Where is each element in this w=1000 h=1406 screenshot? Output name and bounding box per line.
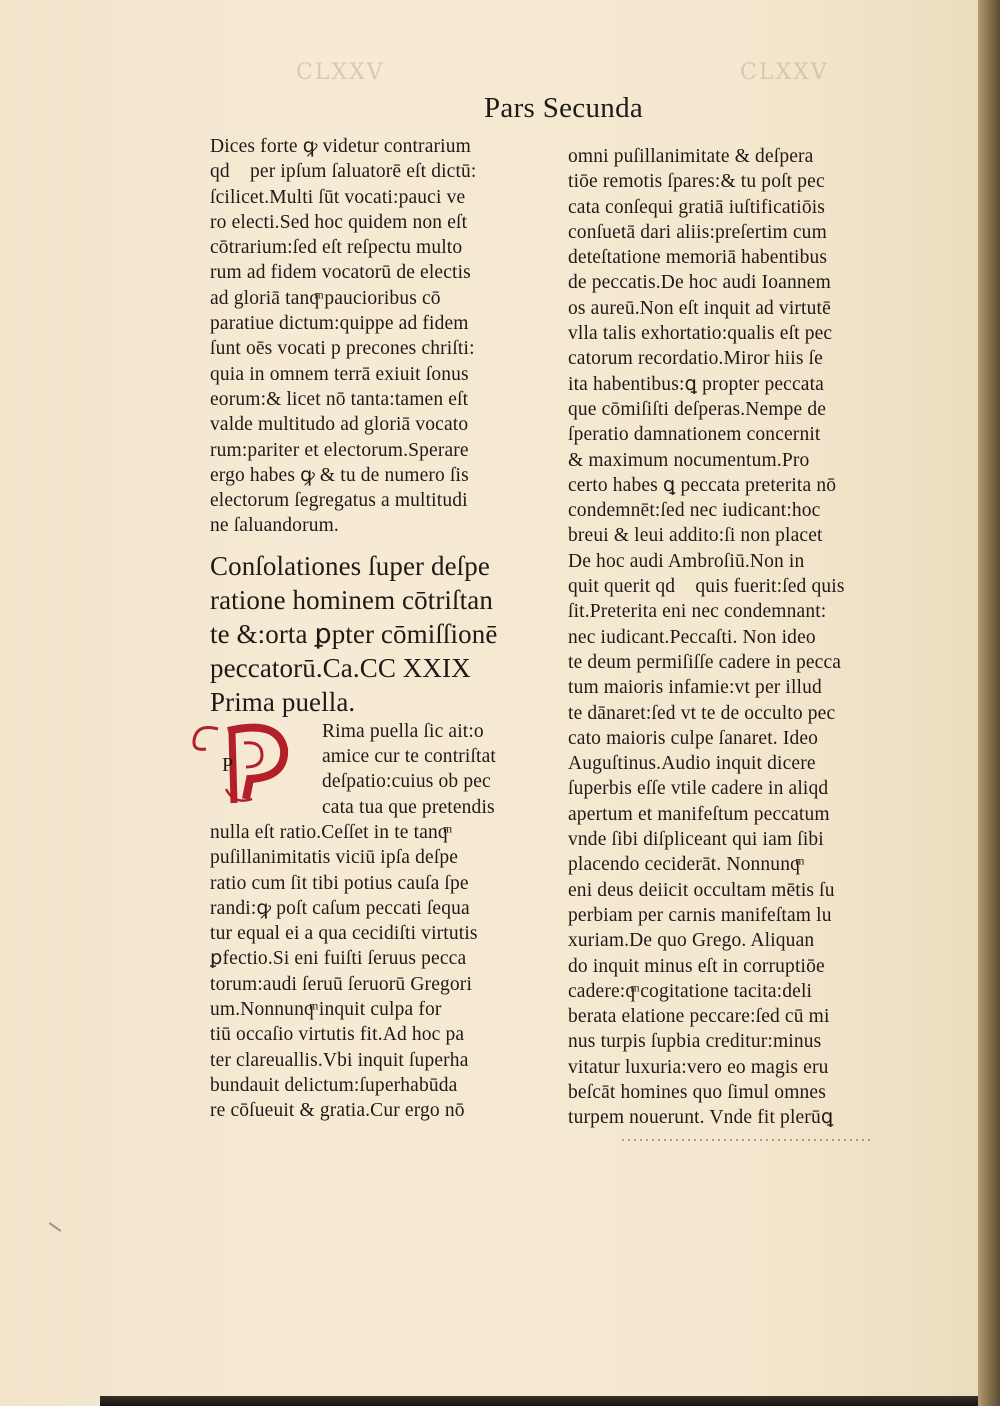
text-line: qd᷑ per ipſum ſaluatorē eſt dictū: <box>210 161 477 183</box>
show-through-text-right: CLXXV <box>740 60 829 85</box>
chapter-heading <box>210 549 550 719</box>
text-line: torum:audi ſeruū ſeruorū Gregori <box>210 973 473 995</box>
dropcap-block <box>210 719 550 820</box>
text-line: De hoc audi Ambroſiū.Non in <box>568 550 805 572</box>
text-line: randi:ꝙ poſt caſum peccati ſequa <box>210 897 470 919</box>
text-line: cadere:qͫ cogitatione tacita:deli <box>568 980 813 1002</box>
initial-guide-letter: P <box>222 753 234 776</box>
text-line: amice cur te contriſtat <box>322 746 496 768</box>
heading-line: ratione hominem cōtriſtan <box>210 584 493 615</box>
text-line: de peccatis.De hoc audi Ioannem <box>568 272 831 294</box>
book-spine <box>978 0 1000 1406</box>
text-line: ſit.Preterita eni nec condemnant: <box>568 601 827 623</box>
text-line: te dānaret:ſed vt te de occulto pec <box>568 702 836 724</box>
text-line: tiōe remotis ſpares:& tu poſt pec <box>568 171 825 193</box>
text-line: ratio cum ſit tibi potius cauſa ſpe <box>210 872 469 894</box>
text-line: rum ad fidem vocatorū de electis <box>210 262 471 284</box>
running-header: Pars Secunda <box>484 92 644 124</box>
illuminated-initial-icon <box>188 719 298 805</box>
text-line: os aureū.Non eſt inquit ad virtutē <box>568 297 831 319</box>
text-line: ꝑfectio.Si eni fuiſti ſeruus pecca <box>210 948 467 970</box>
text-line: turpem nouerunt. Vnde fit plerūꝗ <box>568 1107 834 1129</box>
text-line: ter clareuallis.Vbi inquit ſuperha <box>210 1049 469 1071</box>
text-line: te deum permiſiſſe cadere in pecca <box>568 651 842 673</box>
text-line: vlla talis exhortatio:qualis eſt pec <box>568 323 833 345</box>
heading-line: Conſolationes ſuper deſpe <box>210 550 490 581</box>
text-line: bundauit delictum:ſuperhabūda <box>210 1074 458 1096</box>
text-line: eni deus deiicit occultam mētis ſu <box>568 879 835 901</box>
text-line: nec iudicant.Peccaſti. Non ideo <box>568 626 816 648</box>
text-line: condemnēt:ſed nec iudicant:hoc <box>568 500 821 522</box>
text-line: eorum:& licet nō tanta:tamen eſt <box>210 388 469 410</box>
text-line: paratiue dictum:quippe ad fidem <box>210 313 469 335</box>
text-line: valde multitudo ad gloriā vocato <box>210 414 469 436</box>
text-line: Auguſtinus.Audio inquit dicere <box>568 753 816 775</box>
heading-line: Prima puella. <box>210 686 356 717</box>
text-line: Dices forte ꝙ videtur contrarium <box>210 136 471 157</box>
text-line: tum maioris infamie:vt per illud <box>568 677 822 699</box>
text-line: cata tua que pretendis <box>322 796 495 818</box>
text-line: vitatur luxuria:vero eo magis eru <box>568 1056 829 1078</box>
text-line: omni puſillanimitate & deſpera <box>568 146 814 167</box>
text-line: placendo ceciderāt. Nonnunqͫ <box>568 854 800 876</box>
text-line: tiū occaſio virtutis fit.Ad hoc pa <box>210 1024 465 1046</box>
heading-line: peccatorū.Ca.CC XXIX <box>210 652 471 683</box>
text-line: quia in omnem terrā exiuit ſonus <box>210 363 469 385</box>
text-line: deſpatio:cuius ob pec <box>322 771 491 793</box>
text-line: beſcāt homines quo ſimul omnes <box>568 1081 826 1103</box>
text-line: xuriam.De quo Grego. Aliquan <box>568 930 815 952</box>
text-line: ne ſaluandorum. <box>210 515 339 537</box>
text-line: vnde ſibi diſpliceant qui iam ſibi <box>568 829 824 851</box>
page-bottom-edge <box>100 1396 978 1406</box>
text-line: cato maioris culpe ſanaret. Ideo <box>568 727 819 749</box>
text-line: ſuperbis eſſe vtile cadere in aliqd᷑ <box>568 778 844 800</box>
text-line: nulla eſt ratio.Ceſſet in te tanqͫ <box>210 821 448 843</box>
text-line: do inquit minus eſt in corruptiōe <box>568 955 825 977</box>
show-through-text-left: CLXXV <box>296 60 385 85</box>
text-line: ſunt oēs vocati p precones chriſti: <box>210 338 475 360</box>
text-line: conſuetā dari aliis:preſertim cum <box>568 221 827 243</box>
left-paragraph-continued <box>210 820 550 1124</box>
text-line: breui & leui addito:ſi non placet <box>568 525 823 547</box>
text-line: catorum recordatio.Miror hiis ſe <box>568 348 823 370</box>
text-line: que cōmiſiſti deſperas.Nempe de <box>568 398 827 420</box>
text-line: perbiam per carnis manifeſtam lu <box>568 904 832 926</box>
text-line: & maximum nocumentum.Pro <box>568 449 810 471</box>
text-line: cōtrarium:ſed eſt reſpectu multo <box>210 237 463 259</box>
text-line: ergo habes ꝙ & tu de numero ſis <box>210 464 469 486</box>
text-line: ro electi.Sed hoc quidem non eſt <box>210 211 468 233</box>
text-line: ſcilicet.Multi ſūt vocati:pauci ve <box>210 186 466 208</box>
text-line: apertum et manifeſtum peccatum <box>568 803 830 825</box>
text-line: ſperatio damnationem concernit <box>568 424 821 446</box>
text-line: rum:pariter et electorum.Sperare <box>210 439 469 461</box>
text-line: berata elatione peccare:ſed cū mi <box>568 1006 830 1028</box>
text-line: certo habes ꝗ peccata preterita nō <box>568 474 837 496</box>
heading-line: te &:orta ꝑpter cōmiſſionē <box>210 618 498 649</box>
text-line: puſillanimitatis viciū ipſa deſpe <box>210 847 459 869</box>
text-line: tur equal ei a qua cecidiſti virtutis <box>210 923 478 945</box>
text-line: ita habentibus:ꝗ propter peccata <box>568 373 824 395</box>
text-line: electorum ſegregatus a multitudi <box>210 490 468 512</box>
text-line: deteſtatione memoriā habentibus <box>568 247 828 269</box>
left-paragraph <box>210 134 550 539</box>
text-line: nus turpis ſupbia creditur:minus <box>568 1031 822 1053</box>
catchword-ornament <box>620 1138 870 1142</box>
text-line: ad gloriā tanqͫ paucioribus cō <box>210 287 441 309</box>
text-line: quit querit qd᷑ quis fuerit:ſed quis <box>568 576 845 598</box>
text-line: um.Nonnunqͫ inquit culpa for <box>210 999 442 1021</box>
left-column <box>210 134 550 1124</box>
text-line: cata conſequi gratiā iuſtificatiōis <box>568 196 826 218</box>
text-line: Rima puella ſic ait:o <box>322 720 484 742</box>
text-line: re cōſueuit & gratia.Cur ergo nō <box>210 1100 465 1122</box>
right-column <box>568 144 906 1131</box>
